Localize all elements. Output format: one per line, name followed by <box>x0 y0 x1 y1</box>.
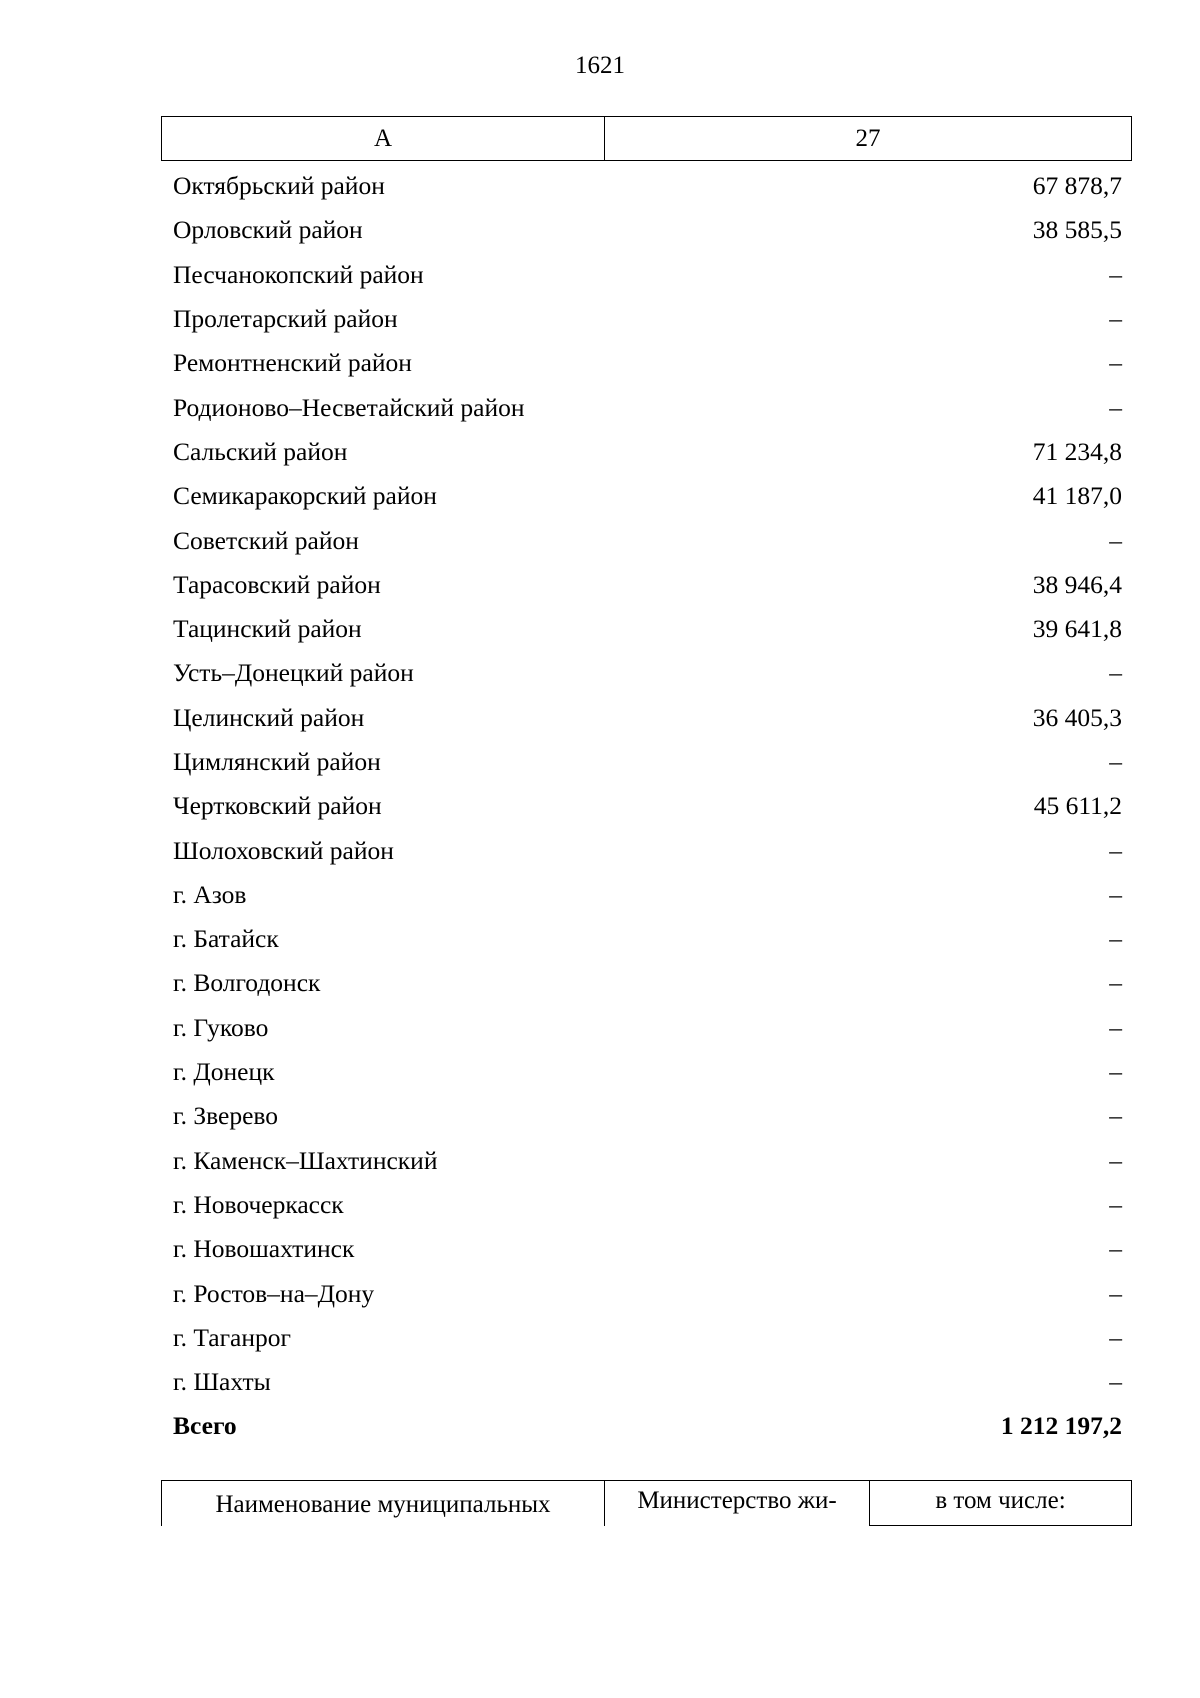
total-row <box>161 1404 1132 1448</box>
row-name: Песчанокопский район <box>173 259 424 289</box>
row-value: – <box>1109 1322 1122 1352</box>
table-body <box>161 164 1132 1449</box>
row-name: Ремонтненский район <box>173 348 412 378</box>
table-row <box>161 1360 1132 1404</box>
table-row <box>161 1050 1132 1094</box>
row-value: – <box>1109 835 1122 865</box>
table-row <box>161 208 1132 252</box>
row-name: Родионово–Несветайский район <box>173 392 525 422</box>
row-name: Советский район <box>173 525 359 555</box>
row-name: Целинский район <box>173 702 365 732</box>
row-name: Орловский район <box>173 215 363 245</box>
header-cell-column-a: А <box>162 117 605 160</box>
table-row <box>161 873 1132 917</box>
row-name: г. Шахты <box>173 1367 271 1397</box>
table-row <box>161 1316 1132 1360</box>
table-row <box>161 253 1132 297</box>
table-row <box>161 474 1132 518</box>
table-row <box>161 1006 1132 1050</box>
row-name: г. Батайск <box>173 924 279 954</box>
next-header-municipal-names: Наименование муниципальных <box>161 1480 604 1526</box>
row-value: – <box>1109 1234 1122 1264</box>
table-row <box>161 164 1132 208</box>
row-name: Чертковский район <box>173 791 382 821</box>
row-value: – <box>1109 1145 1122 1175</box>
row-value: – <box>1109 1278 1122 1308</box>
table-row <box>161 651 1132 695</box>
row-value: – <box>1109 1012 1122 1042</box>
table-row <box>161 784 1132 828</box>
row-value: 71 234,8 <box>1032 436 1122 466</box>
row-value: – <box>1109 1057 1122 1087</box>
row-name: г. Зверево <box>173 1101 279 1131</box>
table-row <box>161 740 1132 784</box>
row-name: Тацинский район <box>173 614 362 644</box>
row-name: г. Волгодонск <box>173 968 321 998</box>
row-name: г. Новочеркасск <box>173 1189 344 1219</box>
row-value: 38 946,4 <box>1032 569 1122 599</box>
table-row <box>161 430 1132 474</box>
header-cell-column-27: 27 <box>855 124 881 152</box>
table-row <box>161 917 1132 961</box>
row-value: 38 585,5 <box>1032 215 1122 245</box>
table-row <box>161 1094 1132 1138</box>
row-name: Шолоховский район <box>173 835 394 865</box>
table-row <box>161 961 1132 1005</box>
table-row <box>161 297 1132 341</box>
row-name: г. Таганрог <box>173 1322 291 1352</box>
row-value: – <box>1109 1189 1122 1219</box>
row-name: Пролетарский район <box>173 304 398 334</box>
row-value: – <box>1109 348 1122 378</box>
row-value: – <box>1109 259 1122 289</box>
row-value: – <box>1109 747 1122 776</box>
row-value: – <box>1109 658 1122 688</box>
row-value: – <box>1109 924 1122 954</box>
total-label: Всего <box>173 1411 237 1441</box>
table-row <box>161 385 1132 429</box>
row-name: г. Азов <box>173 879 247 909</box>
row-name: г. Каменск–Шахтинский <box>173 1145 438 1175</box>
table-row <box>161 1271 1132 1315</box>
row-value: 39 641,8 <box>1032 614 1122 644</box>
row-name: Цимлянский район <box>173 747 381 776</box>
row-value: 67 878,7 <box>1032 171 1122 201</box>
row-name: г. Донецк <box>173 1057 275 1087</box>
row-name: Сальский район <box>173 436 348 466</box>
next-table-header <box>161 1480 1132 1526</box>
row-name: Усть–Донецкий район <box>173 658 414 688</box>
row-value: – <box>1109 392 1122 422</box>
table-row <box>161 1227 1132 1271</box>
next-header-ministry: Министерство жи- <box>604 1480 869 1526</box>
row-value: 36 405,3 <box>1032 702 1122 732</box>
table-row <box>161 518 1132 562</box>
row-value: – <box>1109 1101 1122 1131</box>
row-value: – <box>1109 1367 1122 1397</box>
row-name: г. Гуково <box>173 1012 269 1042</box>
next-header-including: в том числе: <box>869 1480 1132 1526</box>
row-name: г. Ростов–на–Дону <box>173 1278 375 1308</box>
table-row <box>161 1183 1132 1227</box>
row-name: Октябрьский район <box>173 171 385 201</box>
row-value: 41 187,0 <box>1032 481 1122 511</box>
row-value: – <box>1109 304 1122 334</box>
row-name: г. Новошахтинск <box>173 1234 355 1264</box>
table-row <box>161 696 1132 740</box>
row-value: – <box>1109 968 1122 998</box>
table-header <box>161 116 1132 161</box>
row-value: – <box>1109 879 1122 909</box>
row-value: 45 611,2 <box>1033 791 1122 821</box>
total-value: 1 212 197,2 <box>1000 1411 1122 1441</box>
row-value: – <box>1109 525 1122 555</box>
table-row <box>161 607 1132 651</box>
row-name: Тарасовский район <box>173 569 381 599</box>
row-name: Семикаракорский район <box>173 481 437 511</box>
page-number: 1621 <box>575 52 625 79</box>
table-row <box>161 563 1132 607</box>
table-row <box>161 1139 1132 1183</box>
table-row <box>161 341 1132 385</box>
table-row <box>161 828 1132 872</box>
